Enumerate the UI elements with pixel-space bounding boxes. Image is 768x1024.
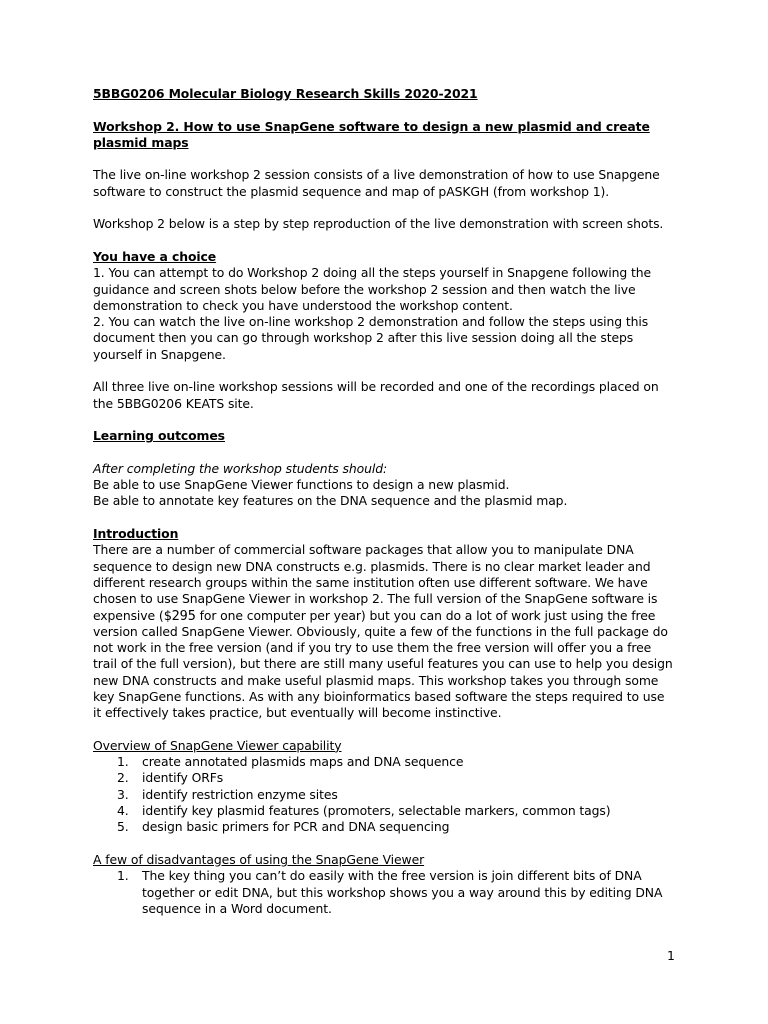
introduction-text-part-1: There are a number of commercial software packages that allow you to manipulate DNA sequence to design new DNA constructs e.g. plasmids. There is no clear market leader and different research groups within the same institution often use different software. We have chosen to use SnapGene Viewer in workshop 2. The full version of the SnapGene software is expensive ( xyxy=(93,542,658,623)
list-item xyxy=(93,868,675,917)
list-text: identify restriction enzyme sites xyxy=(142,786,338,802)
course-title: 5BBG0206 Molecular Biology Research Skills 2020-2021 xyxy=(93,86,478,101)
list-text: identify ORFs xyxy=(142,770,224,786)
price: $295 xyxy=(163,607,196,624)
choice-heading: You have a choice xyxy=(93,248,217,264)
list-number: 4. xyxy=(117,803,129,819)
learning-outcomes-lead: After completing the workshop students should: xyxy=(93,460,388,476)
document-body xyxy=(93,86,675,917)
list-text: create annotated plasmids maps and DNA sequence xyxy=(142,754,464,770)
overview-heading: Overview of SnapGene Viewer capability xyxy=(93,737,342,753)
workshop-title: Workshop 2. How to use SnapGene software to design a new plasmid and create plasmid maps xyxy=(93,118,650,150)
list-text: design basic primers for PCR and DNA sequencing xyxy=(142,819,450,835)
recording-note: All three live on-line workshop sessions will be recorded and one of the recordings placed on the 5BBG0206 KEATS site. xyxy=(93,379,659,411)
list-item xyxy=(93,803,675,819)
list-item xyxy=(93,770,675,786)
introduction-paragraph xyxy=(93,542,675,721)
intro-paragraph-2: Workshop 2 below is a step by step reproduction of the live demonstration with screen shots. xyxy=(93,216,664,232)
overview-list xyxy=(93,754,675,835)
disadvantages-list xyxy=(93,868,675,917)
list-item xyxy=(93,754,675,770)
learning-outcomes-heading: Learning outcomes xyxy=(93,428,225,444)
learning-outcome-1: Be able to use SnapGene Viewer functions to design a new plasmid. xyxy=(93,477,510,493)
list-text: The key thing you can’t do easily with the free version is join different bits of DNA together or edit DNA, but this workshop shows you a way around this by editing DNA sequence in a Word document. xyxy=(142,868,663,916)
list-number: 5. xyxy=(117,819,129,835)
learning-outcome-2: Be able to annotate key features on the DNA sequence and the plasmid map. xyxy=(93,493,568,509)
list-item xyxy=(93,819,675,835)
list-number: 1. xyxy=(117,754,129,770)
disadvantages-heading: A few of disadvantages of using the SnapGene Viewer xyxy=(93,851,425,867)
introduction-text-part-2: for one computer per year) but you can do a lot of work just using the free version called SnapGene Viewer. Obviously, quite a few of the functions in the full package do not work in the free version (and if you try to use them the free version will offer you a free trail of the full version), but there are still many useful features you can use to help you design new DNA constructs and make useful plasmid maps. This workshop takes you through some key SnapGene functions. As with any bioinformatics based software the steps required to use it effectively takes practice, but eventually will become instinctive. xyxy=(93,607,673,721)
list-text: identify key plasmid features (promoters, selectable markers, common tags) xyxy=(142,803,611,819)
choice-item-1: 1. You can attempt to do Workshop 2 doing all the steps yourself in Snapgene following the guidance and screen shots below before the workshop 2 session and then watch the live demonstration to check you have understood the workshop content. xyxy=(93,265,651,313)
list-number: 3. xyxy=(117,786,129,802)
list-number: 1. xyxy=(117,868,129,884)
page-number: 1 xyxy=(667,948,675,963)
list-item xyxy=(93,787,675,803)
list-number: 2. xyxy=(117,770,129,786)
intro-paragraph-1: The live on-line workshop 2 session consists of a live demonstration of how to use Snapgene software to construct the plasmid sequence and map of pASKGH (from workshop 1). xyxy=(93,167,660,199)
choice-item-2: 2. You can watch the live on-line workshop 2 demonstration and follow the steps using this document then you can go through workshop 2 after this live session doing all the steps yourself in Snapgene. xyxy=(93,314,649,362)
introduction-heading: Introduction xyxy=(93,526,179,542)
